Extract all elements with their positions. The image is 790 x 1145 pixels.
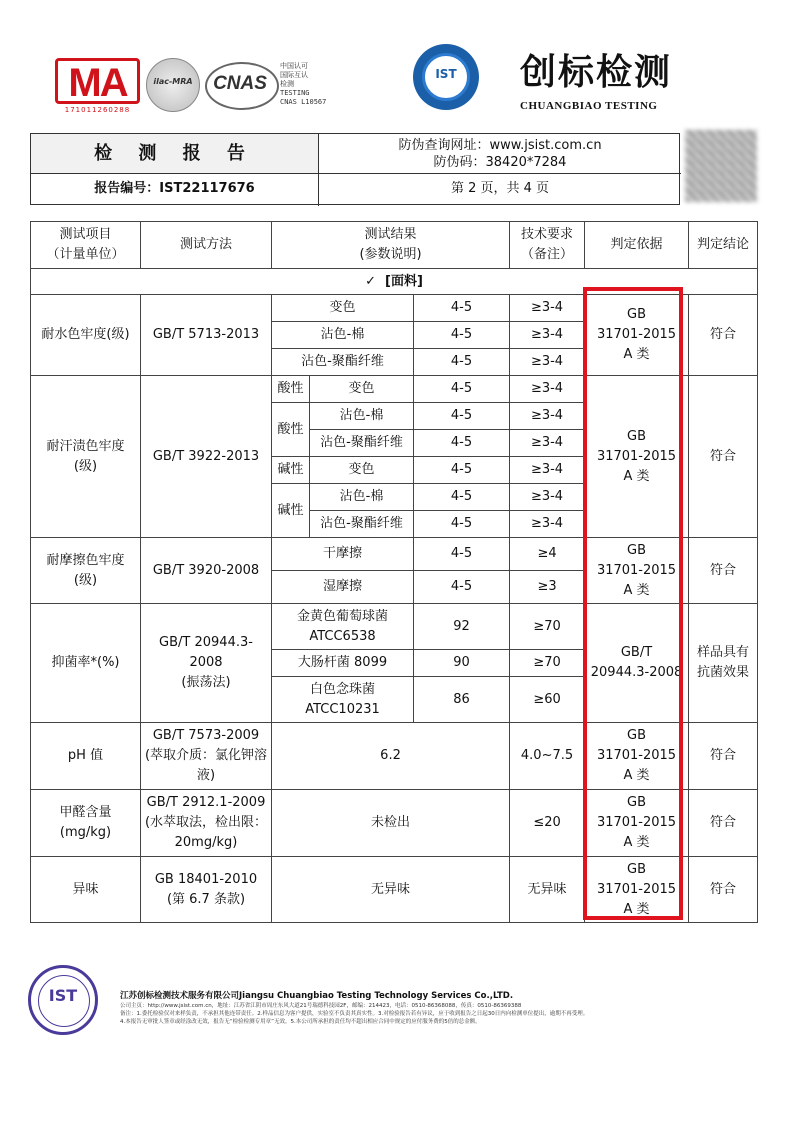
conclusion-ph: 符合 <box>689 723 758 790</box>
acid-label: 酸性 <box>272 403 310 457</box>
col-item: 测试项目 （计量单位） <box>31 222 141 269</box>
brand-cn: 创标检测 <box>520 51 673 93</box>
logo-bar <box>0 0 790 125</box>
basis-rub: GB 31701-2015 A 类 <box>585 538 689 604</box>
page-info: 第 2 页，共 4 页 <box>450 181 550 196</box>
method-antibac: GB/T 20944.3-2008 (振荡法) <box>141 604 272 723</box>
col-result: 测试结果 (参数说明) <box>272 222 510 269</box>
col-method: 测试方法 <box>141 222 272 269</box>
table-row: 沾色-棉 4-5 ≥3-4 <box>31 322 758 349</box>
table-row: 大肠杆菌 8099 90 ≥70 <box>31 650 758 677</box>
cma-logo <box>55 58 140 118</box>
conclusion-formaldehyde: 符合 <box>689 790 758 857</box>
table-row: 抑菌率*(%) GB/T 20944.3-2008 (振荡法) 金黄色葡萄球菌 ATCC6538 92 ≥70 GB/T 20944.3-2008 样品具有 抗菌效果 <box>31 604 758 650</box>
table-row: 沾色-聚酯纤维 4-5 ≥3-4 <box>31 511 758 538</box>
item-odor: 异味 <box>31 857 141 923</box>
footer-note-2: 4.本报告无审批人签章或经涂改无效，报告无“检验检测专用章”无效。5.本公司所承担的责任均不超出相应合同中规定的应付服务费的5倍的总金额。 <box>120 1019 481 1025</box>
table-row: 耐汗渍色牢度 (级) GB/T 3922-2013 酸性 变色 4-5 ≥3-4 GB 31701-2015 A 类 符合 <box>31 376 758 403</box>
conclusion-odor: 符合 <box>689 857 758 923</box>
table-row: 湿摩擦 4-5 ≥3 <box>31 571 758 604</box>
ist-logo: IST <box>413 44 479 110</box>
table-row: 碱性 沾色-棉 4-5 ≥3-4 <box>31 484 758 511</box>
table-row: 沾色-聚酯纤维 4-5 ≥3-4 <box>31 349 758 376</box>
query-url: 防伪查询网址：www.jsist.com.cn <box>398 138 602 153</box>
col-basis: 判定依据 <box>585 222 689 269</box>
table-row: 酸性 沾色-棉 4-5 ≥3-4 <box>31 403 758 430</box>
anti-fake-info <box>319 134 681 174</box>
table-row: 耐水色牢度(级) GB/T 5713-2013 变色 4-5 ≥3-4 GB 31701-2015 A 类 符合 <box>31 295 758 322</box>
ist-seal: IST <box>28 965 98 1035</box>
method-sweat: GB/T 3922-2013 <box>141 376 272 538</box>
table-row: pH 值 GB/T 7573-2009 (萃取介质：氯化钾溶 液) 6.2 4.0~7.5 GB 31701-2015 A 类 符合 <box>31 723 758 790</box>
cnas-description: 中国认可 国际互认 检测 TESTING CNAS L10567 <box>280 62 327 106</box>
report-title: 检 测 报 告 <box>31 134 319 174</box>
item-rub: 耐摩擦色牢度 (级) <box>31 538 141 604</box>
method-rub: GB/T 3920-2008 <box>141 538 272 604</box>
col-requirement: 技术要求 （备注） <box>510 222 585 269</box>
basis-formaldehyde: GB 31701-2015 A 类 <box>585 790 689 857</box>
check-icon: ✓ <box>365 273 376 289</box>
basis-water: GB 31701-2015 A 类 <box>585 295 689 376</box>
footer-info <box>120 990 760 1026</box>
results-table <box>30 221 758 923</box>
company-name: 江苏创标检测技术服务有限公司Jiangsu Chuangbiao Testing Technology Services Co.,LTD. <box>120 991 514 1001</box>
brand-name <box>520 50 680 112</box>
alkali-label: 碱性 <box>272 457 310 484</box>
footer-note-1: 备注：1.委托检验仅对来样负责，不承担其他连带责任。2.样品信息为客户提供，实验室不负责其真实性。3.对检验报告若有异议，应于收到报告之日起30日内向检测单位提出，逾期不再受理。 <box>120 1011 589 1017</box>
company-address: 公司主页：http://www.jsist.com.cn，地址：江苏省江阴市周庄东风大道21号瑞德科技园2F，邮编：214423，电话：0510-86368088，传真：0510-86369388 <box>120 1003 522 1009</box>
item-water: 耐水色牢度(级) <box>31 295 141 376</box>
table-row: 异味 GB 18401-2010 (第 6.7 条款) 无异味 无异味 GB 31701-2015 A 类 符合 <box>31 857 758 923</box>
basis-antibac: GB/T 20944.3-2008 <box>585 604 689 723</box>
table-row: 碱性 变色 4-5 ≥3-4 <box>31 457 758 484</box>
item-formaldehyde: 甲醛含量 (mg/kg) <box>31 790 141 857</box>
conclusion-water: 符合 <box>689 295 758 376</box>
item-antibac: 抑菌率*(%) <box>31 604 141 723</box>
ilac-mra-logo: ilac-MRA <box>146 58 200 112</box>
brand-en: CHUANGBIAO TESTING <box>520 100 658 112</box>
section-fabric: ✓ [面料] <box>31 269 758 295</box>
cnas-logo: CNAS <box>205 62 275 106</box>
conclusion-sweat: 符合 <box>689 376 758 538</box>
section-row <box>31 269 758 295</box>
anti-fake-code: 防伪码：38420*7284 <box>433 155 567 170</box>
table-row: 甲醛含量 (mg/kg) GB/T 2912.1-2009 (水萃取法，检出限： 20mg/kg) 未检出 ≤20 GB 31701-2015 A 类 符合 <box>31 790 758 857</box>
method-ph: GB/T 7573-2009 (萃取介质：氯化钾溶 液) <box>141 723 272 790</box>
table-row: 耐摩擦色牢度 (级) GB/T 3920-2008 干摩擦 4-5 ≥4 GB 31701-2015 A 类 符合 <box>31 538 758 571</box>
table-row: 沾色-聚酯纤维 4-5 ≥3-4 <box>31 430 758 457</box>
alkali-label: 碱性 <box>272 484 310 538</box>
basis-ph: GB 31701-2015 A 类 <box>585 723 689 790</box>
basis-sweat: GB 31701-2015 A 类 <box>585 376 689 538</box>
table-row: 白色念珠菌 ATCC10231 86 ≥60 <box>31 677 758 723</box>
cma-mark: MA <box>55 58 140 104</box>
qr-code <box>685 130 757 202</box>
acid-label: 酸性 <box>272 376 310 403</box>
col-conclusion: 判定结论 <box>689 222 758 269</box>
method-formaldehyde: GB/T 2912.1-2009 (水萃取法，检出限： 20mg/kg) <box>141 790 272 857</box>
item-sweat: 耐汗渍色牢度 (级) <box>31 376 141 538</box>
table-header-row <box>31 222 758 269</box>
method-water: GB/T 5713-2013 <box>141 295 272 376</box>
cma-number: 171011260288 <box>64 106 131 114</box>
report-number: 报告编号：IST22117676 <box>31 174 319 206</box>
item-ph: pH 值 <box>31 723 141 790</box>
method-odor: GB 18401-2010 (第 6.7 条款) <box>141 857 272 923</box>
conclusion-antibac: 样品具有 抗菌效果 <box>689 604 758 723</box>
basis-odor: GB 31701-2015 A 类 <box>585 857 689 923</box>
conclusion-rub: 符合 <box>689 538 758 604</box>
report-header <box>30 133 680 205</box>
